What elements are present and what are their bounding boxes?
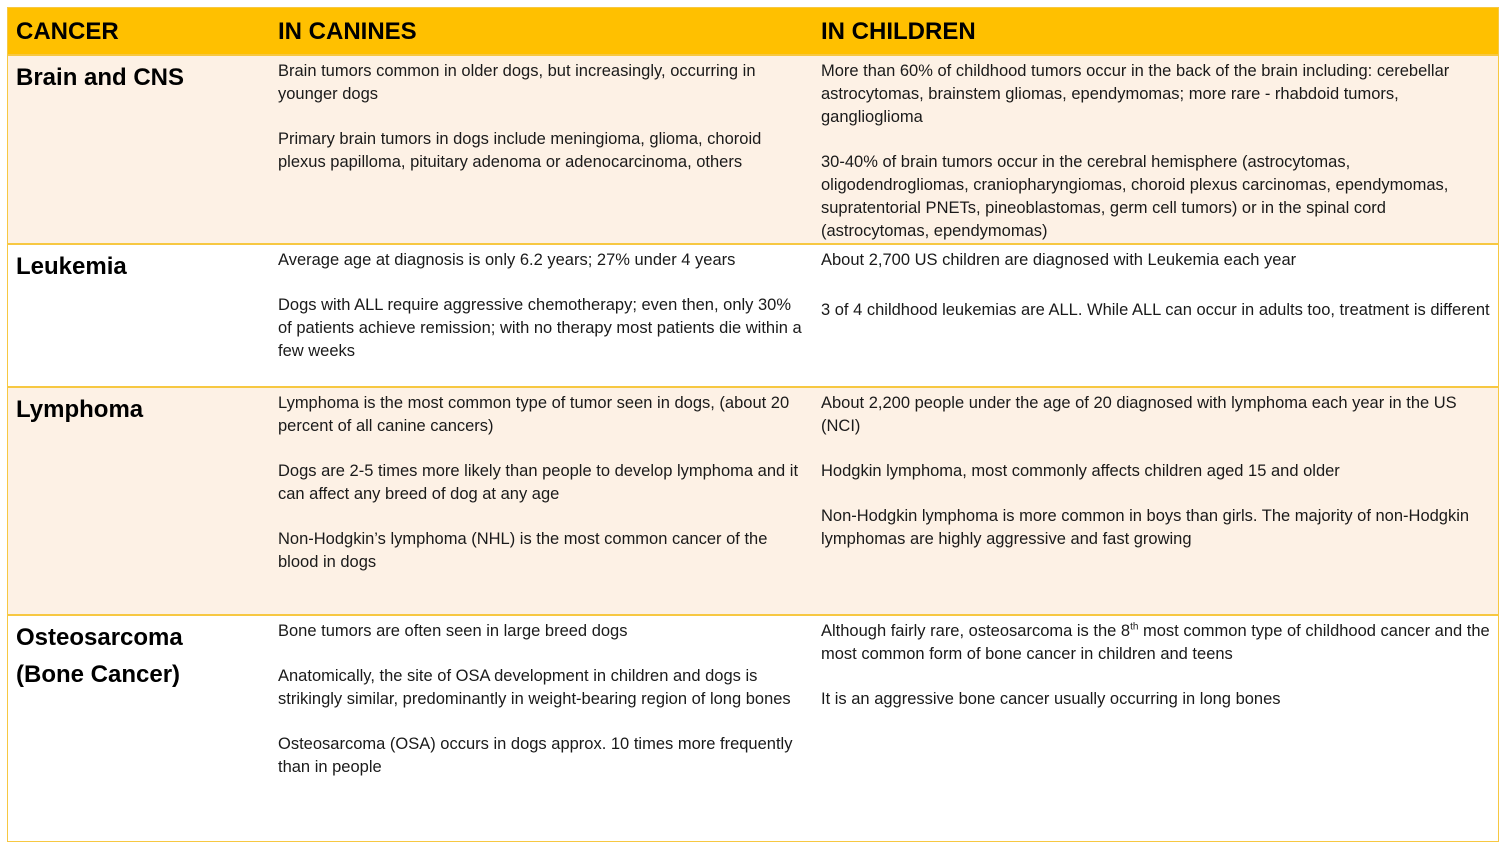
cancer-name: Lymphoma — [8, 387, 270, 615]
children-text: It is an aggressive bone cancer usually occurring in long bones — [821, 690, 1281, 708]
table-row-osteosarcoma — [8, 615, 1498, 841]
cancer-name: Osteosarcoma (Bone Cancer) — [8, 615, 270, 841]
children-text: About 2,200 people under the age of 20 diagnosed with lymphoma each year in the US (NCI) — [821, 394, 1457, 435]
children-cell — [813, 615, 1498, 841]
canines-text: Bone tumors are often seen in large breed dogs — [278, 622, 628, 640]
children-text: Hodgkin lymphoma, most commonly affects children aged 15 and older — [821, 462, 1340, 480]
table-row-leukemia — [8, 244, 1498, 387]
header-cancer: CANCER — [8, 8, 270, 55]
children-text: Although fairly rare, osteosarcoma is the 8th most common type of childhood cancer and the most common form of bone cancer in children and teens — [821, 621, 1490, 663]
children-cell — [813, 244, 1498, 387]
canines-text: Average age at diagnosis is only 6.2 years; 27% under 4 years — [278, 251, 736, 269]
canines-text: Brain tumors common in older dogs, but increasingly, occurring in younger dogs — [278, 62, 756, 103]
canines-cell — [270, 244, 813, 387]
canines-cell — [270, 387, 813, 615]
table-row-lymphoma — [8, 387, 1498, 615]
canines-cell — [270, 55, 813, 244]
canines-text: Lymphoma is the most common type of tumor seen in dogs, (about 20 percent of all canine cancers) — [278, 394, 790, 435]
canines-text: Primary brain tumors in dogs include meningioma, glioma, choroid plexus papilloma, pituitary adenoma or adenocarcinoma, others — [278, 130, 762, 171]
cancer-name: Brain and CNS — [8, 55, 270, 244]
cancer-name: Leukemia — [8, 244, 270, 387]
children-text: 3 of 4 childhood leukemias are ALL. While ALL can occur in adults too, treatment is different — [821, 301, 1490, 319]
canines-text: Osteosarcoma (OSA) occurs in dogs approx. 10 times more frequently than in people — [278, 735, 793, 776]
canines-cell — [270, 615, 813, 841]
canines-text: Non-Hodgkin’s lymphoma (NHL) is the most common cancer of the blood in dogs — [278, 530, 768, 571]
header-row — [8, 8, 1498, 55]
header-in-canines: IN CANINES — [270, 8, 813, 55]
children-text: More than 60% of childhood tumors occur in the back of the brain including: cerebellar astrocytomas, brainstem gliomas, ependymomas; more rare - rhabdoid tumors, ganglioglioma — [821, 62, 1450, 126]
canines-text: Dogs with ALL require aggressive chemotherapy; even then, only 30% of patients achieve remission; with no therapy most patients die within a few weeks — [278, 296, 802, 360]
canines-text: Dogs are 2-5 times more likely than people to develop lymphoma and it can affect any breed of dog at any age — [278, 462, 799, 503]
children-cell — [813, 387, 1498, 615]
children-text: About 2,700 US children are diagnosed with Leukemia each year — [821, 251, 1297, 269]
children-cell — [813, 55, 1498, 244]
children-text: 30-40% of brain tumors occur in the cerebral hemisphere (astrocytomas, oligodendrogliomas, craniopharyngiomas, choroid plexus carcinomas, ependymomas, supratentorial PNETs, pineoblastomas, germ cell tumors) or in the spinal cord (astrocytomas, ependymomas) — [821, 153, 1449, 240]
table-row-brain — [8, 55, 1498, 244]
children-text: Non-Hodgkin lymphoma is more common in boys than girls. The majority of non-Hodgkin lymphomas are highly aggressive and fast growing — [821, 507, 1470, 548]
header-in-children: IN CHILDREN — [813, 8, 1498, 55]
canines-text: Anatomically, the site of OSA development in children and dogs is strikingly similar, predominantly in weight-bearing region of long bones — [278, 667, 791, 708]
cancer-comparison-table — [7, 7, 1499, 842]
